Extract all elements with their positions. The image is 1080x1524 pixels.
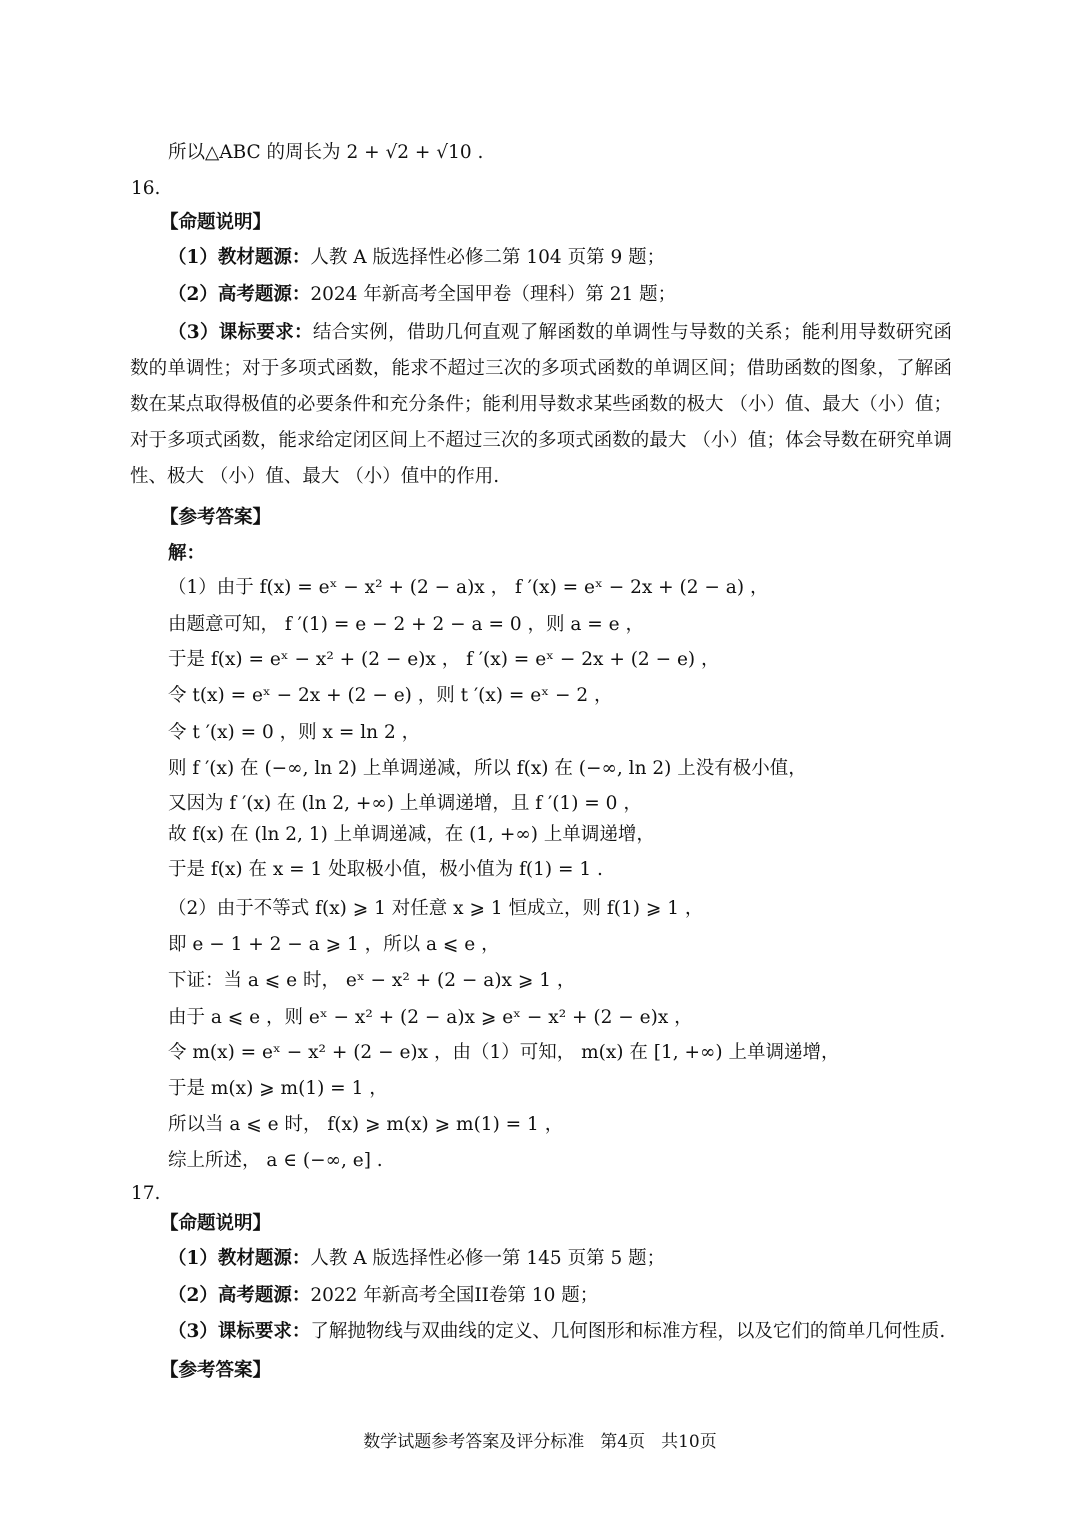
- q16-item2: [168, 282, 1020, 308]
- q16-step-line: 令 t(x) = eˣ − 2x + (2 − e) ，则 t ′(x) = eˣ − 2 ，: [168, 685, 613, 706]
- q16-item1: [168, 245, 1020, 271]
- q16-step-line: 故 f(x) 在 (ln 2, 1) 上单调递减，在 (1, +∞) 上单调递增，: [168, 824, 655, 845]
- q17-item3-label: （3）课标要求：: [168, 1321, 311, 1342]
- q16-step-line: 于是 f(x) = eˣ − x² + (2 − e)x ， f ′(x) = eˣ − 2x + (2 − e) ，: [168, 649, 720, 670]
- q16-step-line: 下证：当 a ⩽ e 时， eˣ − x² + (2 − a)x ⩾ 1 ，: [168, 970, 576, 991]
- footer-title: 数学试题参考答案及评分标准: [363, 1432, 585, 1452]
- q16-number: 16.: [131, 178, 161, 199]
- q16-item3-text: 结合实例，借助几何直观了解函数的单调性与导数的关系；能利用导数研究函数的单调性；对于多项式函数，能求不超过三次的多项式函数的单调区间；借助函数的图象，了解函数在某点取得极值的必要条件和充分条件；能利用导数求某些函数的极大 （小）值、最大（小）值；对于多项式函数，能求给定闭区间上不超过三次的多项式函数的最大 （小）值；体会导数在研究单调性、极大 （小）值、最大 （小）值中的作用.: [130, 322, 952, 487]
- q16-step-line: 令 m(x) = eˣ − x² + (2 − e)x ，由（1）可知， m(x) 在 [1, +∞) 上单调递增，: [168, 1042, 840, 1063]
- q17-item2: [168, 1283, 1020, 1309]
- q17-item1-text: 人教 A 版选择性必修一第 145 页第 5 题；: [310, 1248, 666, 1269]
- q16-item3: [130, 315, 952, 495]
- q16-step-line: 由题意可知， f ′(1) = e − 2 + 2 − a = 0 ，则 a = e ，: [168, 614, 644, 635]
- q16-item3-label: （3）课标要求：: [168, 322, 313, 343]
- q16-step-line: （1）由于 f(x) = eˣ − x² + (2 − a)x ， f ′(x) = eˣ − 2x + (2 − a) ，: [168, 577, 769, 598]
- q16-step-line: 综上所述， a ∈ (−∞, e] .: [168, 1150, 383, 1171]
- q16-section-title: 【命题说明】: [160, 212, 272, 233]
- q16-item1-text: 人教 A 版选择性必修二第 104 页第 9 题；: [310, 247, 666, 268]
- q16-step-line: 由于 a ⩽ e ，则 eˣ − x² + (2 − a)x ⩾ eˣ − x² + (2 − e)x ，: [168, 1007, 693, 1028]
- q16-step-line: （2）由于不等式 f(x) ⩾ 1 对任意 x ⩾ 1 恒成立，则 f(1) ⩾ 1 ，: [168, 898, 704, 919]
- q16-item2-text: 2024 年新高考全国甲卷（理科）第 21 题；: [310, 284, 677, 305]
- q16-answer-title: 【参考答案】: [160, 507, 272, 528]
- footer-total-pages: 共10页: [661, 1432, 717, 1452]
- q16-step-line: 于是 f(x) 在 x = 1 处取极小值，极小值为 f(1) = 1 .: [168, 859, 603, 880]
- q16-step-line: 又因为 f ′(x) 在 (ln 2, +∞) 上单调递增，且 f ′(1) = 0 ，: [168, 793, 642, 814]
- q17-item3-text: 了解抛物线与双曲线的定义、几何图形和标准方程，以及它们的简单几何性质.: [310, 1321, 946, 1342]
- q17-item2-label: （2）高考题源：: [168, 1285, 311, 1306]
- q17-item2-text: 2022 年新高考全国II卷第 10 题；: [310, 1285, 599, 1306]
- intro-perimeter-line: 所以△ABC 的周长为 2 + √2 + √10 .: [168, 142, 484, 163]
- q16-step-line: 则 f ′(x) 在 (−∞, ln 2) 上单调递减，所以 f(x) 在 (−∞, ln 2) 上没有极小值，: [168, 758, 807, 779]
- q16-item2-label: （2）高考题源：: [168, 284, 311, 305]
- q17-item1: [168, 1246, 1020, 1272]
- page-footer: [0, 1427, 1080, 1452]
- q16-item1-label: （1）教材题源：: [168, 247, 311, 268]
- q16-step-line: 所以当 a ⩽ e 时， f(x) ⩾ m(x) ⩾ m(1) = 1 ，: [168, 1114, 564, 1135]
- q17-item1-label: （1）教材题源：: [168, 1248, 311, 1269]
- q16-step-line: 于是 m(x) ⩾ m(1) = 1 ，: [168, 1078, 388, 1099]
- q17-answer-title: 【参考答案】: [160, 1360, 272, 1381]
- q16-step-line: 即 e − 1 + 2 − a ⩾ 1 ，所以 a ⩽ e ，: [168, 934, 500, 955]
- q17-number: 17.: [131, 1183, 161, 1204]
- q17-section-title: 【命题说明】: [160, 1213, 272, 1234]
- q16-solution-label: 解：: [168, 543, 206, 564]
- q17-item3: [168, 1319, 1020, 1345]
- q16-step-line: 令 t ′(x) = 0 ，则 x = ln 2 ，: [168, 722, 421, 743]
- footer-page-number: 第4页: [600, 1432, 646, 1452]
